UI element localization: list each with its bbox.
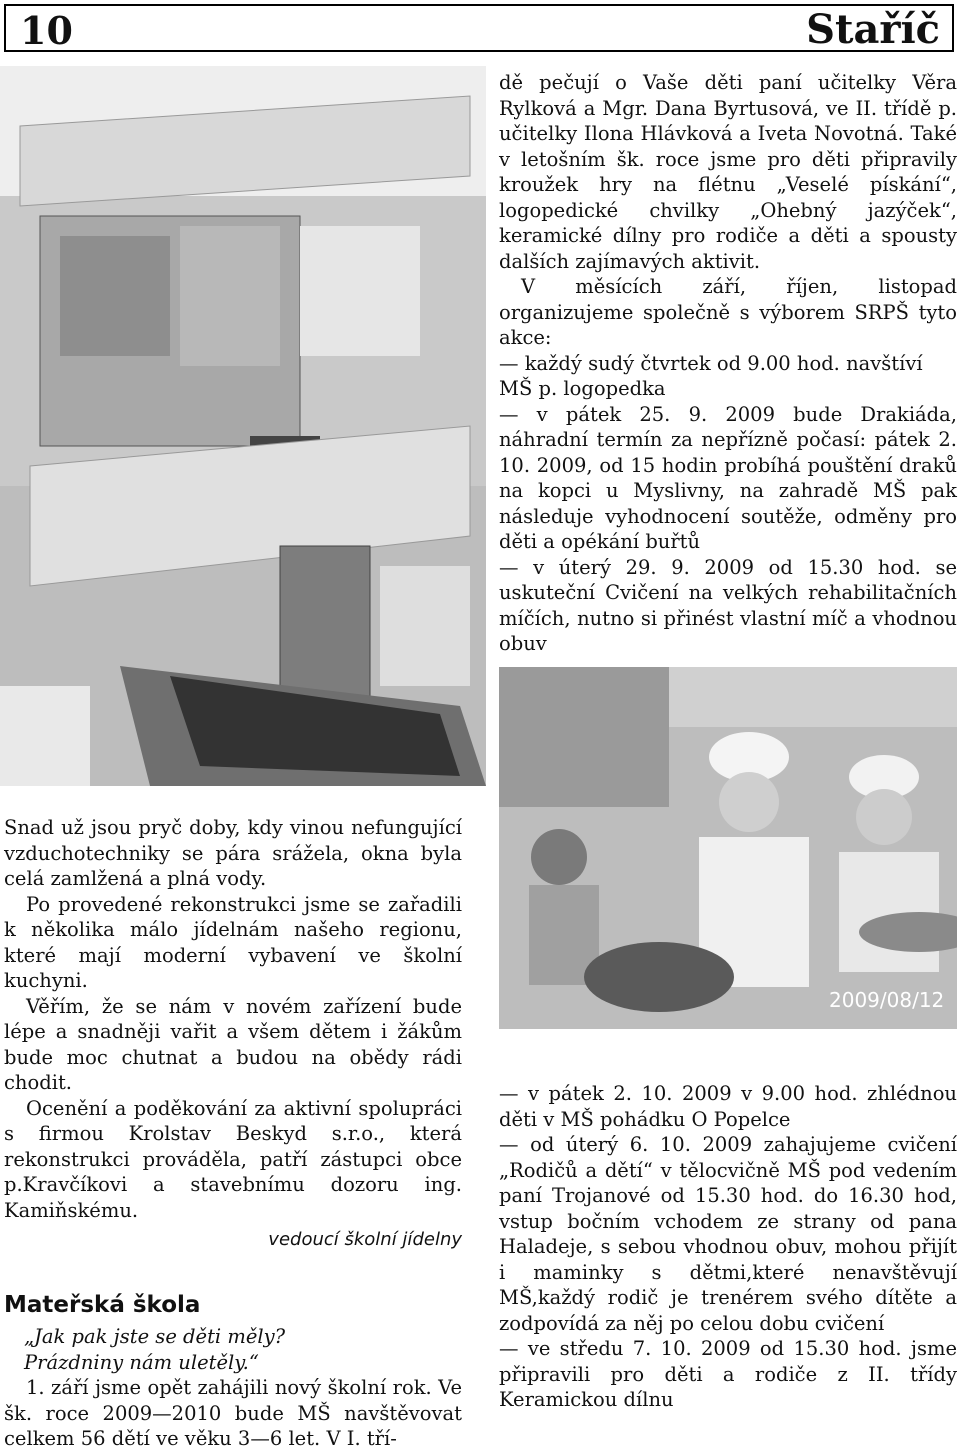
poem-line: „Jak pak jste se děti měly?: [24, 1325, 286, 1348]
event-item: — v úterý 29. 9. 2009 od 15.30 hod. se uskuteční Cvičení na velkých rehabilitačních míčích, nutno si přinést vlastní míč a vhodnou obuv: [499, 555, 957, 655]
paragraph: dě pečují o Vaše děti paní učitelky Věra Rylková a Mgr. Dana Byrtusová, ve II. třídě p. učitelky Ilona Hlávková a Iveta Novotná. Také v letošním šk. roce jsme pro děti připravily kroužek hry na flétnu „Veselé pískání“, logopedické chvilky „Ohebný jazýček“, keramické dílny pro rodiče a děti a spousty dalších zajímavých aktivit.: [499, 71, 957, 273]
paragraph: Ocenění a poděkování za aktivní spolupráci s firmou Krolstav Beskyd s.r.o., která rekonstrukci prováděla, patří zástupci obce p.Kravčíkovi a stavebnímu dozoru ing. Kamiňskému.: [4, 1096, 462, 1222]
paragraph: 1. září jsme opět zahájili nový školní rok. Ve šk. roce 2009—2010 bude MŠ navštěvovat celkem 56 dětí ve věku 3—6 let. V I. tří-: [4, 1376, 462, 1450]
kitchen-photo-drawing: [0, 66, 486, 786]
poem-line: Prázdniny nám uletěly.“: [24, 1350, 259, 1374]
paragraph: Věřím, že se nám v novém zařízení bude lépe a snadněji vařit a všem dětem i žákům bude moc chutnat a budou na obědy rádi chodit.: [4, 994, 462, 1094]
signature: vedoucí školní jídelny: [268, 1229, 462, 1250]
page-number: 10: [20, 8, 73, 53]
event-item: — od úterý 6. 10. 2009 zahajujeme cvičení „Rodičů a dětí“ v tělocvičně MŠ pod vedením paní Trojanové od 15.30 hod. do 16.30 hod, vstup bočním vchodem ze strany od pana Haladeje, s sebou vhodnou obuv, mohou přijít i maminky s dětmi,které nenavštěvují MŠ,každý rodič je trenérem svého dítěte a zodpovídá za něj po celou dobu cvičení: [499, 1133, 957, 1335]
newsletter-title: Staříč: [806, 6, 940, 53]
event-item: — každý sudý čtvrtek od 9.00 hod. navštíví MŠ p. logopedka: [499, 351, 923, 400]
left-column-bottom: [4, 815, 462, 1452]
paragraph: V měsících září, říjen, listopad organizujeme společně s výborem SRPŠ tyto akce:: [499, 275, 957, 349]
photo-date-stamp: 2009/08/12: [829, 988, 945, 1012]
children-photo: [499, 667, 957, 1029]
event-item: — v pátek 25. 9. 2009 bude Drakiáda, náhradní termín za nepřízně počasí: pátek 2. 10. 2009, od 15 hodin probíhá pouštění draků na kopci u Myslivny, na zahradě MŠ pak následuje vyhodnocení soutěže, odměny pro děti a opékání buřtů: [499, 402, 957, 553]
event-item: — v pátek 2. 10. 2009 v 9.00 hod. zhlédnou děti v MŠ pohádku O Popelce: [499, 1082, 957, 1131]
right-column-top: [499, 70, 957, 657]
paragraph: Po provedené rekonstrukci jsme se zařadili k několika málo jídelnám našeho regionu, které mají moderní vybavení ve školní kuchyni.: [4, 892, 462, 992]
paragraph: Snad už jsou pryč doby, kdy vinou nefungující vzduchotechniky se pára srážela, okna byla celá zamlžená a plná vody.: [4, 816, 462, 890]
kitchen-photo: [0, 66, 486, 786]
page-header: [4, 4, 954, 52]
children-photo-drawing: [499, 667, 957, 1029]
section-title: Mateřská škola: [4, 1291, 201, 1318]
event-item: — ve středu 7. 10. 2009 od 15.30 hod. jsme připravili pro děti a rodiče z II. třídy Keramickou dílnu: [499, 1337, 957, 1411]
right-column-bottom: [499, 1081, 957, 1413]
